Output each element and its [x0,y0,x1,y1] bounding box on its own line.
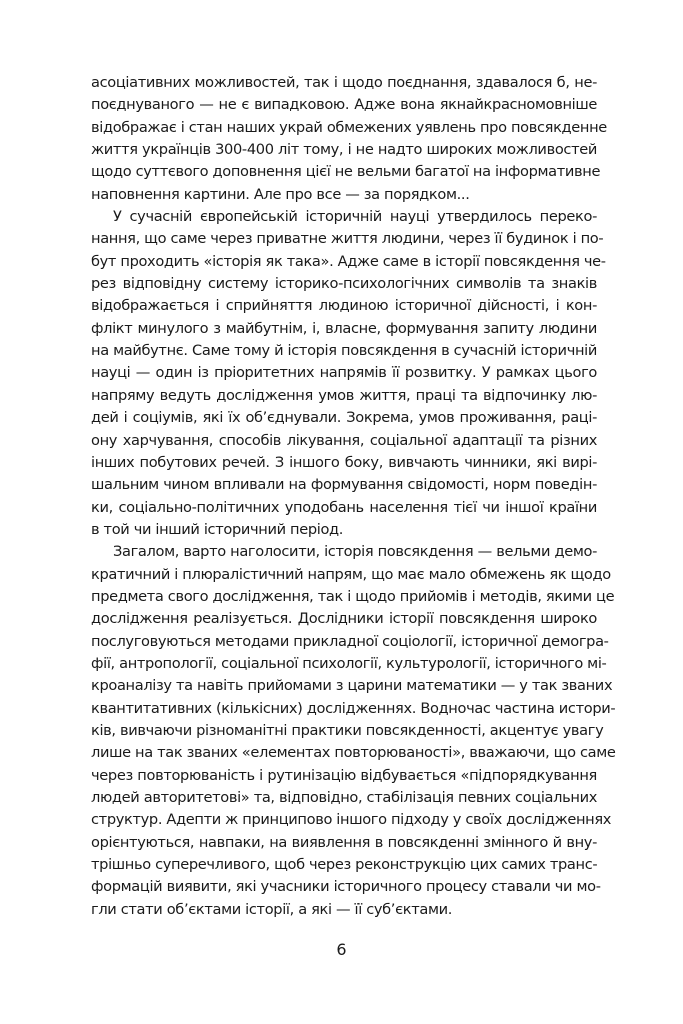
text-line: на майбутнє. Саме тому й історія повсякдення в сучасній історичній [91,342,597,360]
text-line: флікт минулого з майбутнім, і, власне, формування запиту людини [91,319,597,337]
text-line: ків, вивчаючи різноманітні практики повсякденності, акцентує увагу [91,721,604,739]
text-line: напряму ведуть дослідження умов життя, праці та відпочинку лю- [91,386,597,404]
text-line: поєднуваного — не є випадковою. Адже вона якнайкрасномовніше [91,96,597,114]
text-line: нання, що саме через приватне життя людини, через її будинок і по- [91,230,604,248]
text-line: наповнення картини. Але про все — за порядком... [91,185,470,203]
text-line: шальним чином впливали на формування свідомості, норм поведін- [91,476,597,494]
page-number: 6 [336,940,347,959]
text-line: відображає і стан наших украй обмежених уявлень про повсякденне [91,118,607,136]
document-page [91,72,616,921]
text-line: кроаналізу та навіть прийомами з царини математики — у так званих [91,677,613,695]
text-line: лише на так званих «елементах повторюваності», вважаючи, що саме [91,744,616,762]
text-line: рез відповідну систему історико-психологічних символів та знаків [91,275,597,293]
text-line: в той чи інший історичний період. [91,520,344,538]
text-line: інших побутових речей. З іншого боку, вивчають чинники, які вирі- [91,453,597,471]
text-line: кратичний і плюралістичний напрям, що має мало обмежень як щодо [91,565,611,583]
text-line: людей авторитетові» та, відповідно, стабілізація певних соціальних [91,789,597,806]
text-line: трішньо суперечливого, щоб через реконструкцію цих самих транс- [91,856,598,874]
text-line: життя українців 300-400 літ тому, і не надто широких можливостей [91,141,597,159]
paragraph-2 [91,206,606,541]
text-line: орієнтуються, навпаки, на виявлення в повсякденні змінного й вну- [91,833,597,851]
text-line: бут проходить «історія як така». Адже саме в історії повсякдення че- [91,252,606,270]
text-line: фії, антропології, соціальної психології, культурології, історичного мі- [91,654,607,672]
text-line: предмета свого дослідження, так і щодо прийомів і методів, якими це [91,587,615,605]
text-line: асоціативних можливостей, так і щодо поєднання, здавалося б, не- [91,74,597,91]
text-line: ки, соціально-політичних уподобань населення тієї чи іншої країни [91,498,597,516]
paragraph-1 [91,72,607,206]
text-line: У сучасній європейській історичній науці утвердилось переко- [113,208,597,226]
text-line: науці — один із пріоритетних напрямів її розвитку. У рамках цього [91,364,597,382]
text-line: через повторюваність і рутинізацію відбувається «підпорядкування [91,766,597,784]
text-line: дослідження реалізується. Дослідники історії повсякдення широко [91,610,597,628]
text-line: квантитативних (кількісних) дослідженнях. Водночас частина истори- [91,699,616,717]
text-line: формацій виявити, які учасники історичного процесу ставали чи мо- [91,878,601,896]
text-line: Загалом, варто наголосити, історія повсякдення — вельми демо- [113,543,597,561]
text-line: структур. Адепти ж принципово іншого підходу у своїх дослідженнях [91,811,612,829]
text-line: дей і соціумів, які їх об’єднували. Зокрема, умов проживання, раці- [91,409,597,427]
text-line: щодо суттєвого доповнення цієї не вельми багатої на інформативне [91,163,601,181]
text-line: гли стати об’єктами історії, а які — її суб’єктами. [91,900,453,918]
text-line: відображається і сприйняття людиною історичної дійсності, і кон- [91,297,597,315]
text-line: послуговуються методами прикладної соціології, історичної демогра- [91,632,609,650]
paragraph-3 [91,541,616,921]
text-line: ону харчування, способів лікування, соціальної адаптації та різних [91,431,597,449]
